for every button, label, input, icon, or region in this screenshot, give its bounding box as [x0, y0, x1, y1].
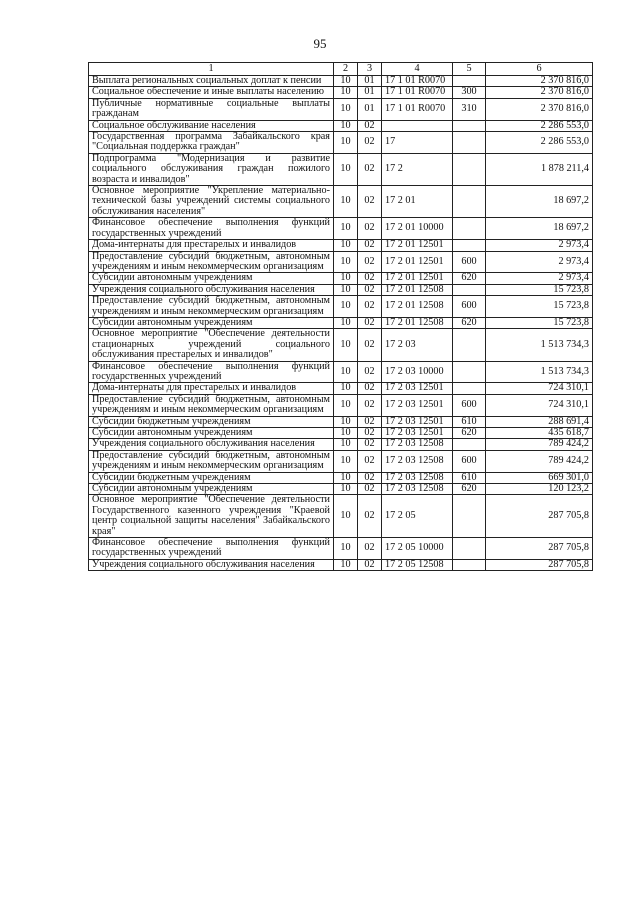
- row-subsection: 02: [358, 186, 382, 218]
- row-section: 10: [334, 218, 358, 240]
- row-subsection: 01: [358, 98, 382, 120]
- row-section: 10: [334, 472, 358, 483]
- row-subsection: 02: [358, 416, 382, 427]
- row-amount: 15 723,8: [486, 317, 593, 328]
- row-section: 10: [334, 98, 358, 120]
- row-subsection: 02: [358, 296, 382, 318]
- row-expense-type: [453, 538, 486, 560]
- row-name: Предоставление субсидий бюджетным, автономным учреждениям и иным некоммерческим организациям: [89, 450, 334, 472]
- row-expense-type: 600: [453, 450, 486, 472]
- row-subsection: 01: [358, 87, 382, 98]
- row-target-code: 17 2 03 10000: [382, 361, 453, 383]
- row-expense-type: 620: [453, 428, 486, 439]
- table-row: [89, 559, 593, 570]
- row-amount: 435 618,7: [486, 428, 593, 439]
- row-expense-type: [453, 361, 486, 383]
- row-amount: 120 123,2: [486, 484, 593, 495]
- row-target-code: 17 2 03 12501: [382, 428, 453, 439]
- row-target-code: 17 1 01 R0070: [382, 98, 453, 120]
- row-subsection: 02: [358, 495, 382, 538]
- row-section: 10: [334, 361, 358, 383]
- table-row: [89, 428, 593, 439]
- row-name: Финансовое обеспечение выполнения функций государственных учреждений: [89, 218, 334, 240]
- row-section: 10: [334, 329, 358, 361]
- row-expense-type: 620: [453, 484, 486, 495]
- row-expense-type: [453, 495, 486, 538]
- table-row: [89, 383, 593, 394]
- row-section: 10: [334, 495, 358, 538]
- column-header: 5: [453, 63, 486, 76]
- row-amount: 2 973,4: [486, 273, 593, 284]
- row-target-code: 17 2 03 12508: [382, 484, 453, 495]
- column-header: 2: [334, 63, 358, 76]
- row-amount: 287 705,8: [486, 559, 593, 570]
- row-subsection: 02: [358, 153, 382, 185]
- row-target-code: 17 2 03 12501: [382, 394, 453, 416]
- row-target-code: 17 2 01 12501: [382, 273, 453, 284]
- row-target-code: 17 2 05: [382, 495, 453, 538]
- column-header: 3: [358, 63, 382, 76]
- page-number: 95: [313, 36, 327, 51]
- column-header: 1: [89, 63, 334, 76]
- row-subsection: 02: [358, 428, 382, 439]
- row-expense-type: [453, 218, 486, 240]
- row-section: 10: [334, 428, 358, 439]
- row-expense-type: 300: [453, 87, 486, 98]
- table-row: [89, 87, 593, 98]
- row-amount: 724 310,1: [486, 383, 593, 394]
- row-name: Социальное обеспечение и иные выплаты населению: [89, 87, 334, 98]
- row-section: 10: [334, 251, 358, 273]
- row-amount: 287 705,8: [486, 495, 593, 538]
- row-amount: 724 310,1: [486, 394, 593, 416]
- row-name: Социальное обслуживание населения: [89, 120, 334, 131]
- row-expense-type: 600: [453, 394, 486, 416]
- row-subsection: 02: [358, 383, 382, 394]
- row-section: 10: [334, 284, 358, 295]
- row-expense-type: [453, 284, 486, 295]
- row-target-code: 17 2 03 12508: [382, 439, 453, 450]
- row-section: 10: [334, 240, 358, 251]
- row-section: 10: [334, 394, 358, 416]
- row-target-code: 17 2 01 12501: [382, 251, 453, 273]
- row-name: Основное мероприятие "Обеспечение деятельности Государственного казенного учреждения "Краевой центр социальной защиты населения" Забайкальского края": [89, 495, 334, 538]
- column-header: 4: [382, 63, 453, 76]
- table-row: [89, 240, 593, 251]
- row-subsection: 02: [358, 450, 382, 472]
- row-subsection: 02: [358, 132, 382, 154]
- row-amount: 789 424,2: [486, 450, 593, 472]
- table-row: [89, 416, 593, 427]
- row-expense-type: 610: [453, 416, 486, 427]
- row-name: Предоставление субсидий бюджетным, автономным учреждениям и иным некоммерческим организациям: [89, 296, 334, 318]
- row-section: 10: [334, 383, 358, 394]
- table-row: [89, 251, 593, 273]
- table-row: [89, 484, 593, 495]
- row-target-code: 17 2 01 10000: [382, 218, 453, 240]
- row-subsection: 02: [358, 484, 382, 495]
- row-name: Субсидии автономным учреждениям: [89, 273, 334, 284]
- row-amount: 18 697,2: [486, 218, 593, 240]
- row-section: 10: [334, 273, 358, 284]
- row-target-code: 17 2 03 12501: [382, 383, 453, 394]
- row-amount: 15 723,8: [486, 284, 593, 295]
- row-section: 10: [334, 186, 358, 218]
- table-row: [89, 120, 593, 131]
- column-header: 6: [486, 63, 593, 76]
- row-section: 10: [334, 132, 358, 154]
- row-name: Дома-интернаты для престарелых и инвалидов: [89, 240, 334, 251]
- row-name: Предоставление субсидий бюджетным, автономным учреждениям и иным некоммерческим организациям: [89, 394, 334, 416]
- table-header-row: [89, 63, 593, 76]
- row-target-code: 17 2 01 12501: [382, 240, 453, 251]
- row-target-code: 17 2 01 12508: [382, 296, 453, 318]
- row-section: 10: [334, 484, 358, 495]
- row-target-code: 17 2 01 12508: [382, 317, 453, 328]
- row-subsection: 02: [358, 559, 382, 570]
- row-expense-type: 310: [453, 98, 486, 120]
- table-row: [89, 132, 593, 154]
- row-name: Учреждения социального обслуживания населения: [89, 559, 334, 570]
- row-subsection: 02: [358, 538, 382, 560]
- row-section: 10: [334, 153, 358, 185]
- row-amount: 2 370 816,0: [486, 76, 593, 87]
- row-target-code: 17 2 03: [382, 329, 453, 361]
- table-row: [89, 296, 593, 318]
- row-subsection: 02: [358, 361, 382, 383]
- row-expense-type: [453, 439, 486, 450]
- row-amount: 2 286 553,0: [486, 120, 593, 131]
- row-subsection: 02: [358, 439, 382, 450]
- table-row: [89, 472, 593, 483]
- row-name: Выплата региональных социальных доплат к пенсии: [89, 76, 334, 87]
- table-row: [89, 450, 593, 472]
- table-row: [89, 538, 593, 560]
- row-target-code: [382, 120, 453, 131]
- row-name: Предоставление субсидий бюджетным, автономным учреждениям и иным некоммерческим организациям: [89, 251, 334, 273]
- row-amount: 1 513 734,3: [486, 361, 593, 383]
- row-name: Субсидии автономным учреждениям: [89, 484, 334, 495]
- table-row: [89, 329, 593, 361]
- row-section: 10: [334, 439, 358, 450]
- row-amount: 287 705,8: [486, 538, 593, 560]
- table-row: [89, 361, 593, 383]
- row-target-code: 17 2 05 12508: [382, 559, 453, 570]
- row-expense-type: [453, 76, 486, 87]
- row-subsection: 02: [358, 251, 382, 273]
- row-target-code: 17 1 01 R0070: [382, 87, 453, 98]
- table-row: [89, 394, 593, 416]
- row-amount: 2 370 816,0: [486, 87, 593, 98]
- row-name: Государственная программа Забайкальского края "Социальная поддержка граждан": [89, 132, 334, 154]
- row-subsection: 02: [358, 329, 382, 361]
- row-target-code: 17 2 05 10000: [382, 538, 453, 560]
- row-name: Субсидии автономным учреждениям: [89, 428, 334, 439]
- row-target-code: 17 1 01 R0070: [382, 76, 453, 87]
- row-amount: 1 513 734,3: [486, 329, 593, 361]
- row-name: Субсидии бюджетным учреждениям: [89, 472, 334, 483]
- row-target-code: 17 2 03 12508: [382, 472, 453, 483]
- table-row: [89, 284, 593, 295]
- row-amount: 288 691,4: [486, 416, 593, 427]
- row-name: Финансовое обеспечение выполнения функций государственных учреждений: [89, 538, 334, 560]
- row-subsection: 02: [358, 218, 382, 240]
- row-name: Учреждения социального обслуживания населения: [89, 439, 334, 450]
- row-expense-type: [453, 132, 486, 154]
- row-subsection: 02: [358, 472, 382, 483]
- row-expense-type: 620: [453, 273, 486, 284]
- row-amount: 2 973,4: [486, 240, 593, 251]
- row-subsection: 02: [358, 120, 382, 131]
- row-amount: 789 424,2: [486, 439, 593, 450]
- row-expense-type: [453, 559, 486, 570]
- row-target-code: 17 2: [382, 153, 453, 185]
- row-amount: 2 973,4: [486, 251, 593, 273]
- row-subsection: 02: [358, 273, 382, 284]
- row-subsection: 02: [358, 394, 382, 416]
- row-amount: 2 370 816,0: [486, 98, 593, 120]
- row-name: Подпрограмма "Модернизация и развитие социального обслуживания граждан пожилого возраста и инвалидов": [89, 153, 334, 185]
- row-expense-type: 600: [453, 296, 486, 318]
- row-expense-type: [453, 186, 486, 218]
- table-body: [89, 76, 593, 571]
- row-target-code: 17 2 01: [382, 186, 453, 218]
- row-amount: 669 301,0: [486, 472, 593, 483]
- row-expense-type: [453, 120, 486, 131]
- row-amount: 2 286 553,0: [486, 132, 593, 154]
- row-expense-type: [453, 153, 486, 185]
- row-expense-type: 620: [453, 317, 486, 328]
- row-name: Субсидии автономным учреждениям: [89, 317, 334, 328]
- row-expense-type: 600: [453, 251, 486, 273]
- row-expense-type: [453, 329, 486, 361]
- row-name: Субсидии бюджетным учреждениям: [89, 416, 334, 427]
- table-row: [89, 317, 593, 328]
- table-row: [89, 218, 593, 240]
- row-section: 10: [334, 416, 358, 427]
- row-expense-type: [453, 240, 486, 251]
- row-section: 10: [334, 538, 358, 560]
- row-section: 10: [334, 76, 358, 87]
- table-row: [89, 439, 593, 450]
- table-row: [89, 495, 593, 538]
- row-name: Публичные нормативные социальные выплаты гражданам: [89, 98, 334, 120]
- row-name: Финансовое обеспечение выполнения функций государственных учреждений: [89, 361, 334, 383]
- row-amount: 1 878 211,4: [486, 153, 593, 185]
- row-name: Учреждения социального обслуживания населения: [89, 284, 334, 295]
- row-target-code: 17 2 03 12508: [382, 450, 453, 472]
- row-name: Основное мероприятие "Укрепление материально-технической базы учреждений системы социального обслуживания населения": [89, 186, 334, 218]
- row-subsection: 02: [358, 317, 382, 328]
- row-subsection: 01: [358, 76, 382, 87]
- row-subsection: 02: [358, 240, 382, 251]
- table-row: [89, 98, 593, 120]
- table-row: [89, 186, 593, 218]
- row-target-code: 17 2 03 12501: [382, 416, 453, 427]
- row-amount: 18 697,2: [486, 186, 593, 218]
- row-amount: 15 723,8: [486, 296, 593, 318]
- row-section: 10: [334, 559, 358, 570]
- budget-table: [88, 62, 593, 571]
- row-section: 10: [334, 450, 358, 472]
- row-section: 10: [334, 317, 358, 328]
- row-section: 10: [334, 120, 358, 131]
- table-row: [89, 76, 593, 87]
- row-expense-type: 610: [453, 472, 486, 483]
- row-subsection: 02: [358, 284, 382, 295]
- row-name: Основное мероприятие "Обеспечение деятельности стационарных учреждений социального обслуживания престарелых и инвалидов": [89, 329, 334, 361]
- row-expense-type: [453, 383, 486, 394]
- row-name: Дома-интернаты для престарелых и инвалидов: [89, 383, 334, 394]
- row-section: 10: [334, 296, 358, 318]
- row-section: 10: [334, 87, 358, 98]
- table-row: [89, 153, 593, 185]
- row-target-code: 17: [382, 132, 453, 154]
- row-target-code: 17 2 01 12508: [382, 284, 453, 295]
- table-row: [89, 273, 593, 284]
